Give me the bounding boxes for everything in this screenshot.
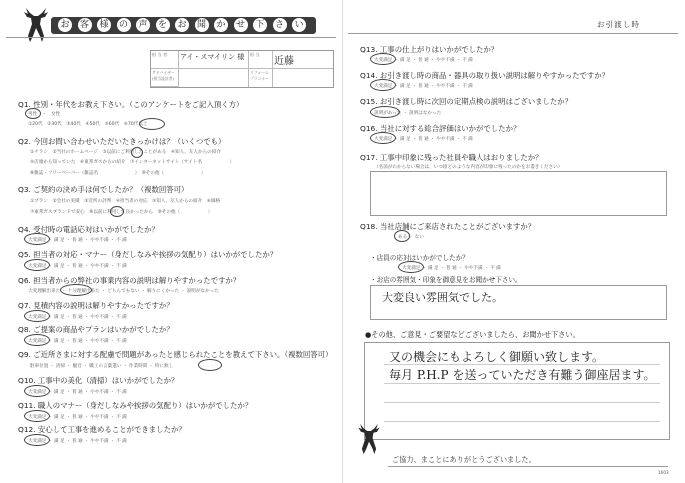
q17-label: Q17. 工事中印象に残った社員や職人はおりましたか？	[360, 153, 543, 162]
q13-label: Q13. 工事の仕上がりはいかがでしたか？	[360, 45, 499, 54]
q7-label: Q7. 見積内容の説明は解りやすかったですか？	[18, 301, 174, 310]
q14-circle	[370, 79, 396, 91]
q1-gender: 男性 ・ 女性	[28, 112, 61, 117]
title-char: 下	[253, 18, 267, 32]
title-char: 様	[97, 18, 111, 32]
q2-label: Q2. 今回お問い合わせいただいたきっかけは？（いくつでも）	[18, 137, 226, 146]
q18b-label: ・お店の雰囲気・印象を御意見をお聞かせ下さい。	[370, 276, 522, 284]
q18a-circle	[398, 261, 424, 273]
footer-code: 1603	[658, 470, 669, 475]
page-fold	[342, 0, 343, 483]
q9-circle	[198, 359, 222, 371]
title-char: 客	[78, 18, 92, 32]
q7-opts: 大変満足 ・ 満 足 ・ 普 通 ・ やや不満 ・ 不 満	[28, 315, 127, 320]
q18a-label: ・店員の応対はいかがでしたか？	[370, 254, 469, 262]
q1-age-circle	[139, 118, 165, 130]
label-planner: リフォーム プランナー	[249, 69, 273, 87]
q2-opts-3: ⑧雑誌・フリーペーパー（雑誌名 ） ⑨その他（ ）	[30, 171, 206, 176]
q2-circle	[131, 147, 143, 158]
comments-line-2: 毎月 P.H.P を送っていただき有難う御座居ます。	[389, 368, 656, 382]
title-char: の	[117, 18, 131, 32]
title-char: さ	[273, 18, 287, 32]
q18-opts: ある ・ ない	[398, 235, 424, 240]
comments-title: ●その他、ご意見・ご要望などございましたら、お聞かせ下さい。	[365, 330, 580, 339]
value-planner	[273, 69, 333, 87]
q12-label: Q12. 安心して工事を進めることができましたか？	[18, 425, 186, 434]
q5-opts: 大変満足 ・ 満 足 ・ 普 通 ・ やや不満 ・ 不 満	[28, 264, 127, 269]
q13-circle	[370, 53, 396, 65]
q5-circle	[24, 259, 50, 271]
q10-circle	[24, 385, 50, 397]
q5-label: Q5. 担当者の対応・マナー（身だしなみや挨拶の気配り）はいかがでしたか？	[18, 250, 278, 259]
q8-label: Q8. ご提案の商品やプランはいかがでしたか？	[18, 325, 174, 334]
q12-opts: 大変満足 ・ 満 足 ・ 普 通 ・ やや不満 ・ 不 満	[28, 439, 127, 444]
q1-gender-circle	[25, 108, 41, 119]
value-advisor	[179, 69, 249, 87]
title-char: 聞	[195, 18, 209, 32]
q14-opts: 大変満足 ・ 満 足 ・ 普 通 ・ やや不満 ・ 不 満	[374, 84, 473, 89]
title-char: お	[58, 18, 72, 32]
q8-opts: 大変満足 ・ 満 足 ・ 普 通 ・ やや不満 ・ 不 満	[28, 339, 127, 344]
q2-opts-2: ⑤店頭から知っていた ⑥東邦ガスからの紹介 ⑦インターネットサイト（サイト名 ）	[30, 160, 235, 165]
q11-label: Q11. 職人のマナー（身だしなみや挨拶の気配り）はいかがでしたか？	[18, 401, 253, 410]
q3-circle	[110, 206, 124, 217]
q1-ages: ①20代 ②30代 ③40代 ④50代 ⑤60代 ⑥70代以上	[28, 122, 148, 127]
deer-logo-icon	[353, 420, 385, 458]
title-char: お	[175, 18, 189, 32]
q13-opts: 大変満足 ・ 満 足 ・ 普 通 ・ やや不満 ・ 不 満	[374, 58, 473, 63]
q8-circle	[24, 334, 50, 346]
q4-circle	[24, 233, 50, 245]
q14-label: Q14. お引き渡し時の商品・器具の取り扱い説明は解りやすかったですか？	[360, 71, 610, 80]
q2-opts-1: ①チラシ ②当社のホームページ ③以前にご利用したことがある ④知人、友人からの紹介	[30, 150, 221, 155]
q3-opts-2: ⑦東邦ガスブランドで安心 ⑧以前に利用して良かったから ⑨その他（ ）	[30, 210, 213, 215]
title-char: 声	[136, 18, 150, 32]
q9-opts: 駐車位置 ・ 清掃 ・ 騒音 ・ 職工の言葉遣い ・ 作業時間 ・ 特に無し	[30, 364, 174, 369]
q11-opts: 大変満足 ・ 満 足 ・ 普 通 ・ やや不満 ・ 不 満	[28, 415, 127, 420]
comments-line-1: 又の機会にもよろしく御願い致します。	[389, 350, 605, 364]
value-area: 近藤	[273, 51, 333, 69]
q16-circle	[370, 132, 396, 144]
value-customer: アイ・スマイリン 様	[179, 51, 249, 69]
q4-label: Q4. 受付時の電話応対はいかがでしたか？	[18, 225, 159, 234]
title-char: を	[156, 18, 170, 32]
q4-opts: 大変満足 ・ 満 足 ・ 普 通 ・ やや不満 ・ 不 満	[28, 238, 127, 243]
q3-opts-1: ①プラン ②会社の実績 ③近所の評判 ④担当者の対応 ⑤知人、友人からの紹介 ⑥価格	[30, 199, 221, 204]
q10-label: Q10. 工事中の美化（清掃）はいかがでしたか？	[18, 376, 179, 385]
title-char: せ	[234, 18, 248, 32]
q6-opts: 大変理解出来た ・ 十分理解出来た ・ どちらでもない ・ 解りにくかった ・ 説明がなかった	[28, 289, 219, 294]
q10-opts: 大変満足 ・ 満 足 ・ 普 通 ・ やや不満 ・ 不 満	[28, 390, 127, 395]
q17-answer-box	[370, 171, 667, 216]
info-table	[150, 50, 334, 88]
q18-circle	[394, 230, 410, 242]
q15-opts: 説明があった ・ 説明はなかった	[374, 111, 442, 116]
q17-note: （名前がわからない場合は、いつ頃どのような内容が印象に残ったのかをお書きください）	[374, 165, 563, 170]
label-area: 担 当	[249, 51, 273, 69]
deer-logo-icon	[18, 6, 54, 44]
q18a-opts: 大変満足 ・ 満 足 ・ 普 通 ・ やや不満 ・ 不 満	[402, 266, 501, 271]
thanks-message: ご協力、まことにありがとうございました。	[392, 455, 536, 464]
right-title: お引渡し時	[597, 20, 640, 29]
q6-label: Q6. 担当者からの弊社の事業内容の説明は解りやすかったですか？	[18, 276, 241, 285]
q18-label: Q18. 当社店舗にご来店されたことがございますか？	[360, 222, 536, 231]
q6-circle	[60, 284, 92, 296]
q1-label: Q1. 性別・年代をお教え下さい。（このアンケートをご記入頂く方）	[18, 100, 244, 109]
q18b-answer: 大変良い雰囲気でした。	[382, 291, 503, 304]
q9-label: Q9. ご近所さまに対する配慮で問題があったと感じられたことを教えて下さい。（複数回答可）	[18, 350, 333, 359]
q11-circle	[24, 410, 50, 422]
label-customer: 担 当 者	[151, 51, 179, 69]
q15-label: Q15. お引き渡し時に次回の定期点検の説明はございましたか？	[360, 97, 573, 106]
q16-opts: 大変満足 ・ 満 足 ・ 普 通 ・ やや不満 ・ 不 満	[374, 137, 473, 142]
q16-label: Q16. 当社に対する総合評価はいかがでしたか？	[360, 124, 521, 133]
q12-circle	[24, 434, 50, 446]
q3-label: Q3. ご契約の決め手は何でしたか？（複数回答可）	[18, 185, 189, 194]
title-char: い	[292, 18, 306, 32]
q15-circle	[370, 106, 400, 118]
label-advisor: アドバイザー (担当設計者)	[151, 69, 179, 87]
title-char: か	[214, 18, 228, 32]
q7-circle	[24, 310, 50, 322]
